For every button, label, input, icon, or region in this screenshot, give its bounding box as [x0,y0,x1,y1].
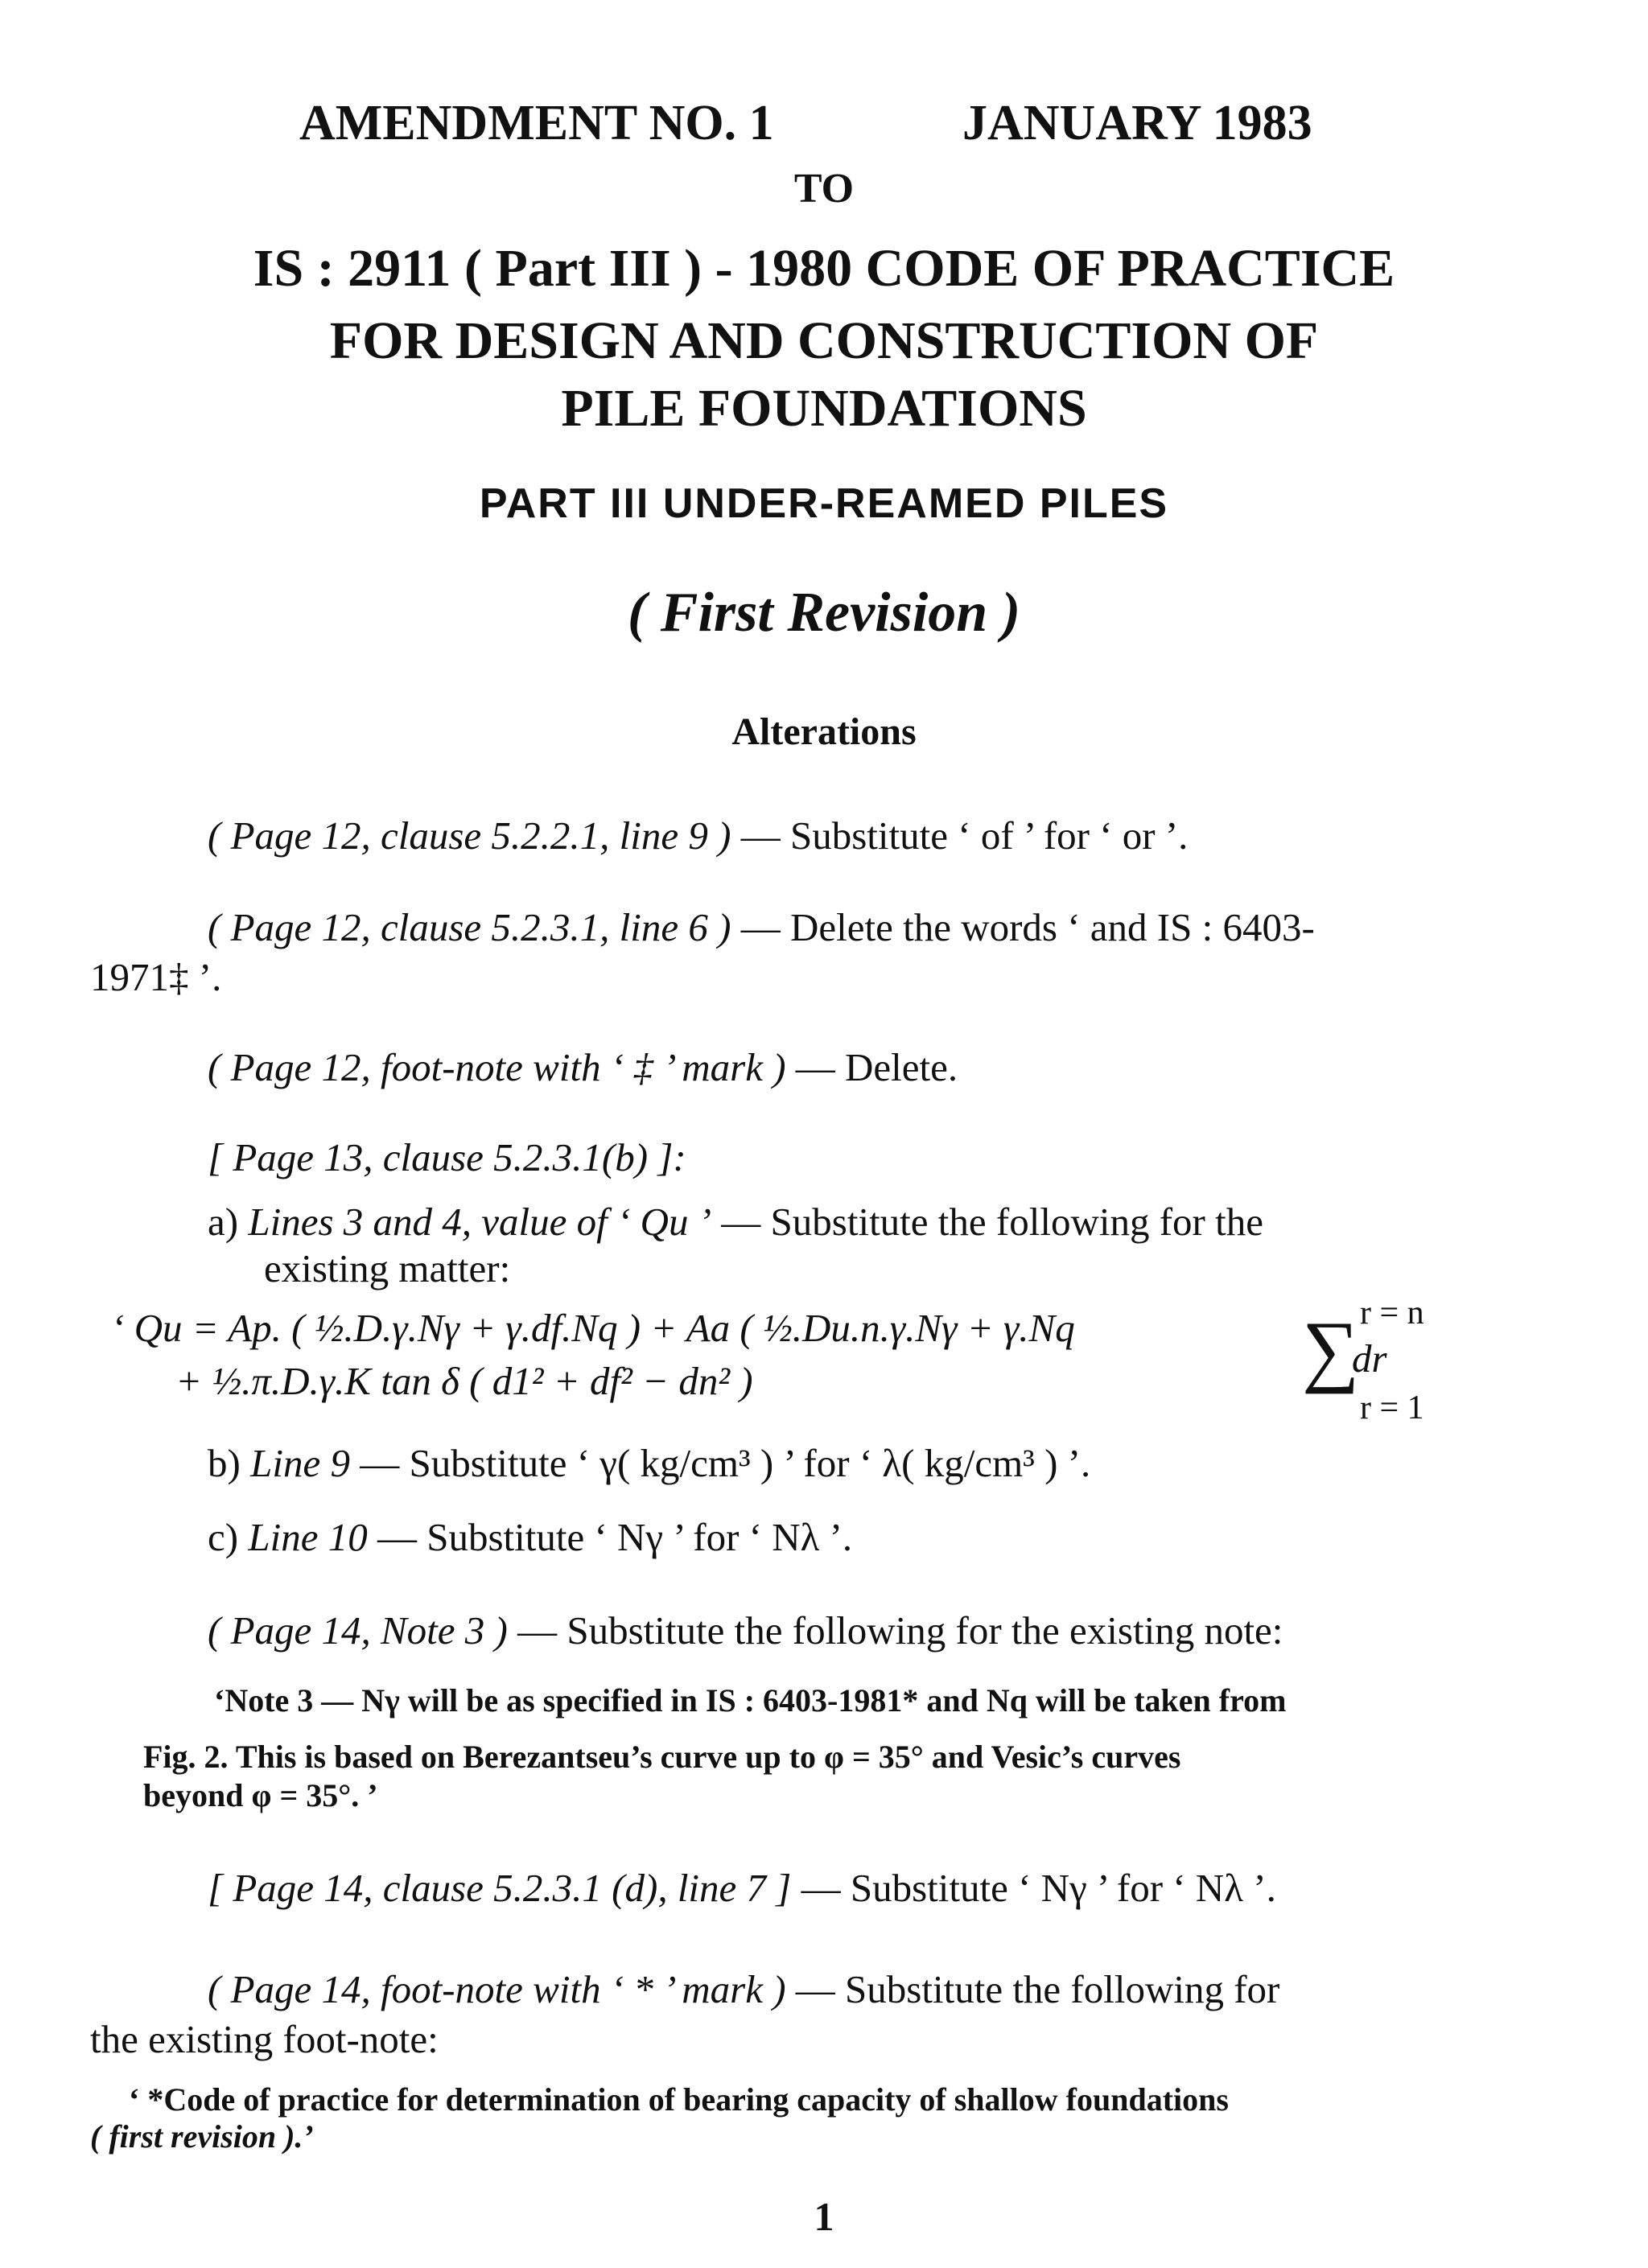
item-text: — Substitute ‘ Nγ ’ for ‘ Nλ ’. [801,1866,1276,1910]
item-reference: [ Page 14, clause 5.2.3.1 (d), line 7 ] [208,1866,792,1910]
amendment-date: JANUARY 1983 [962,96,1312,150]
sub-item-text: — Substitute ‘ Nγ ’ for ‘ Nλ ’. [377,1515,853,1559]
footnote-line-2: ( first revision ).’ [90,2118,314,2155]
item-reference: ( Page 12, foot-note with ‘ ‡ ’ mark ) [208,1045,786,1089]
amendment-number: AMENDMENT NO. 1 [299,96,774,150]
item-reference: ( Page 12, clause 5.2.2.1, line 9 ) [208,813,731,858]
alteration-item [208,813,1188,858]
formula-line-1: ‘ Qu = Ap. ( ½.D.γ.Nγ + γ.df.Nq ) + Aa ( ½.Du.n.γ.Nγ + γ.Nq [111,1306,1075,1350]
item-text-continued: the existing foot-note: [90,2017,439,2061]
item-text: — Delete. [795,1045,958,1089]
summation-lower-limit: r = 1 [1360,1389,1424,1426]
sub-item-a [208,1199,1263,1245]
note-line-2: Fig. 2. This is based on Berezantseu’s curve up to φ = 35° and Vesic’s curves [143,1739,1181,1775]
alteration-item [208,1607,1283,1653]
section-title: Alterations [731,710,917,753]
standard-title-line-2: FOR DESIGN AND CONSTRUCTION OF [329,311,1319,370]
page-number: 1 [814,2194,834,2239]
sub-item-c [208,1514,852,1560]
sub-item-text: — Substitute ‘ γ( kg/cm³ ) ’ for ‘ λ( kg/cm³ ) ’. [360,1441,1091,1485]
sub-item-text-continued: existing matter: [264,1246,511,1290]
summation-variable: dr [1352,1336,1387,1381]
note-line-1: ‘Note 3 — Nγ will be as specified in IS : 6403-1981* and Nq will be taken from [214,1682,1287,1718]
item-reference: [ Page 13, clause 5.2.3.1(b) ]: [208,1135,686,1179]
revision-label: ( First Revision ) [627,582,1021,644]
alteration-item [208,1966,1279,2012]
item-text: — Delete the words ‘ and IS : 6403- [740,905,1315,949]
item-text: — Substitute the following for the existing note: [517,1608,1283,1653]
sub-item-b [208,1440,1090,1486]
to-label: TO [793,166,855,212]
item-text-continued: 1971‡ ’. [90,955,222,999]
item-reference: ( Page 14, foot-note with ‘ * ’ mark ) [208,1967,786,2011]
part-heading: PART III UNDER-REAMED PILES [479,480,1169,527]
sub-item-label: b) [208,1441,241,1485]
item-text: — Substitute the following for [795,1967,1280,2011]
sub-item-reference: Lines 3 and 4, value of ‘ Qu ’ [248,1200,712,1244]
sub-item-reference: Line 9 [250,1441,350,1485]
standard-title-line-1: IS : 2911 ( Part III ) - 1980 CODE OF PRACTICE [253,239,1395,298]
item-reference: ( Page 12, clause 5.2.3.1, line 6 ) [208,905,731,949]
alteration-item [208,904,1315,950]
formula-line-2: + ½.π.D.γ.K tan δ ( d1² + df² − dn² ) [175,1359,753,1403]
footnote-line-1: ‘ *Code of practice for determination of bearing capacity of shallow foundations [129,2081,1229,2118]
item-text: — Substitute ‘ of ’ for ‘ or ’. [740,813,1189,858]
sub-item-label: a) [208,1200,239,1244]
sub-item-label: c) [208,1515,239,1559]
alteration-item [208,1865,1276,1911]
standard-title-line-3: PILE FOUNDATIONS [561,379,1087,438]
item-reference: ( Page 14, Note 3 ) [208,1608,508,1653]
alteration-item [208,1044,958,1090]
sub-item-text: — Substitute the following for the [721,1200,1263,1244]
note-line-3: beyond φ = 35°. ’ [143,1777,378,1813]
sub-item-reference: Line 10 [248,1515,368,1559]
summation-symbol: ∑ [1302,1305,1360,1394]
summation-upper-limit: r = n [1360,1295,1424,1332]
